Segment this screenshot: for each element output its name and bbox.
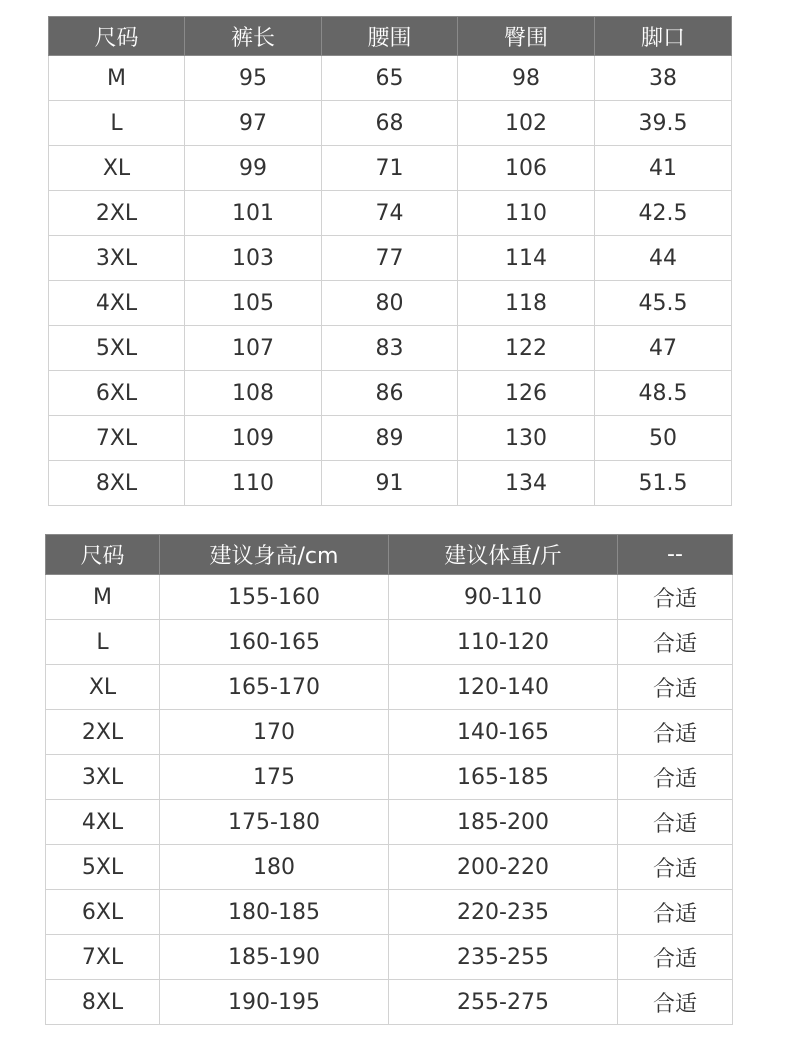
- header-waist: 腰围: [322, 17, 458, 56]
- table-row: [46, 710, 733, 755]
- header-leg-opening: 脚口: [595, 17, 732, 56]
- cell-size: M: [49, 56, 185, 101]
- cell-leg-opening: 38: [595, 56, 732, 101]
- cell-hip: 130: [458, 416, 595, 461]
- header-pants-length: 裤长: [185, 17, 322, 56]
- table-row: [46, 845, 733, 890]
- cell-pants-length: 101: [185, 191, 322, 236]
- cell-pants-length: 109: [185, 416, 322, 461]
- cell-height: 175: [160, 755, 389, 800]
- cell-fit: 合适: [618, 890, 733, 935]
- cell-fit: 合适: [618, 845, 733, 890]
- cell-pants-length: 95: [185, 56, 322, 101]
- table-row: [49, 416, 732, 461]
- cell-weight: 165-185: [389, 755, 618, 800]
- table-row: [49, 461, 732, 506]
- cell-weight: 110-120: [389, 620, 618, 665]
- cell-hip: 106: [458, 146, 595, 191]
- cell-size: 2XL: [46, 710, 160, 755]
- cell-fit: 合适: [618, 575, 733, 620]
- table-row: [49, 326, 732, 371]
- cell-pants-length: 108: [185, 371, 322, 416]
- table-row: [46, 890, 733, 935]
- cell-leg-opening: 51.5: [595, 461, 732, 506]
- cell-hip: 110: [458, 191, 595, 236]
- cell-fit: 合适: [618, 980, 733, 1025]
- table-row: [49, 146, 732, 191]
- cell-size: 2XL: [49, 191, 185, 236]
- cell-fit: 合适: [618, 710, 733, 755]
- cell-size: 5XL: [46, 845, 160, 890]
- cell-hip: 102: [458, 101, 595, 146]
- cell-size: 7XL: [46, 935, 160, 980]
- cell-size: 6XL: [49, 371, 185, 416]
- cell-height: 170: [160, 710, 389, 755]
- cell-leg-opening: 50: [595, 416, 732, 461]
- cell-size: 8XL: [46, 980, 160, 1025]
- cell-pants-length: 107: [185, 326, 322, 371]
- size-recommendation-table: [45, 534, 733, 1025]
- cell-waist: 65: [322, 56, 458, 101]
- cell-fit: 合适: [618, 620, 733, 665]
- cell-hip: 126: [458, 371, 595, 416]
- cell-height: 165-170: [160, 665, 389, 710]
- header-recommended-height: 建议身高/cm: [160, 535, 389, 575]
- cell-waist: 68: [322, 101, 458, 146]
- cell-fit: 合适: [618, 935, 733, 980]
- cell-hip: 118: [458, 281, 595, 326]
- table-header-row: [49, 17, 732, 56]
- cell-weight: 235-255: [389, 935, 618, 980]
- table-row: [46, 800, 733, 845]
- cell-height: 180: [160, 845, 389, 890]
- cell-pants-length: 110: [185, 461, 322, 506]
- cell-size: L: [49, 101, 185, 146]
- size-measurement-table: [48, 16, 732, 506]
- cell-size: L: [46, 620, 160, 665]
- table-row: [49, 101, 732, 146]
- cell-size: 4XL: [49, 281, 185, 326]
- cell-leg-opening: 44: [595, 236, 732, 281]
- header-hip: 臀围: [458, 17, 595, 56]
- table-row: [46, 755, 733, 800]
- cell-leg-opening: 42.5: [595, 191, 732, 236]
- cell-pants-length: 97: [185, 101, 322, 146]
- cell-fit: 合适: [618, 800, 733, 845]
- table-row: [46, 980, 733, 1025]
- cell-pants-length: 105: [185, 281, 322, 326]
- cell-size: 4XL: [46, 800, 160, 845]
- cell-hip: 134: [458, 461, 595, 506]
- cell-pants-length: 103: [185, 236, 322, 281]
- cell-weight: 120-140: [389, 665, 618, 710]
- cell-hip: 98: [458, 56, 595, 101]
- cell-weight: 185-200: [389, 800, 618, 845]
- cell-fit: 合适: [618, 755, 733, 800]
- cell-waist: 77: [322, 236, 458, 281]
- table-row: [46, 935, 733, 980]
- cell-size: 8XL: [49, 461, 185, 506]
- table-row: [46, 575, 733, 620]
- cell-waist: 80: [322, 281, 458, 326]
- cell-weight: 200-220: [389, 845, 618, 890]
- cell-size: 7XL: [49, 416, 185, 461]
- table-row: [46, 620, 733, 665]
- cell-height: 155-160: [160, 575, 389, 620]
- cell-waist: 89: [322, 416, 458, 461]
- cell-weight: 90-110: [389, 575, 618, 620]
- cell-hip: 122: [458, 326, 595, 371]
- table-row: [49, 236, 732, 281]
- cell-height: 175-180: [160, 800, 389, 845]
- table-row: [49, 56, 732, 101]
- table-row: [46, 665, 733, 710]
- header-recommended-weight: 建议体重/斤: [389, 535, 618, 575]
- cell-waist: 71: [322, 146, 458, 191]
- cell-size: 3XL: [46, 755, 160, 800]
- cell-leg-opening: 41: [595, 146, 732, 191]
- cell-waist: 86: [322, 371, 458, 416]
- table-row: [49, 371, 732, 416]
- table-row: [49, 191, 732, 236]
- cell-weight: 220-235: [389, 890, 618, 935]
- cell-size: XL: [46, 665, 160, 710]
- cell-leg-opening: 48.5: [595, 371, 732, 416]
- cell-leg-opening: 39.5: [595, 101, 732, 146]
- cell-leg-opening: 45.5: [595, 281, 732, 326]
- table-row: [49, 281, 732, 326]
- cell-size: 3XL: [49, 236, 185, 281]
- cell-height: 180-185: [160, 890, 389, 935]
- cell-leg-opening: 47: [595, 326, 732, 371]
- cell-hip: 114: [458, 236, 595, 281]
- cell-waist: 91: [322, 461, 458, 506]
- cell-weight: 255-275: [389, 980, 618, 1025]
- cell-pants-length: 99: [185, 146, 322, 191]
- cell-waist: 83: [322, 326, 458, 371]
- cell-height: 185-190: [160, 935, 389, 980]
- header-size: 尺码: [49, 17, 185, 56]
- header-fit: --: [618, 535, 733, 575]
- header-size: 尺码: [46, 535, 160, 575]
- cell-size: XL: [49, 146, 185, 191]
- cell-size: 6XL: [46, 890, 160, 935]
- cell-weight: 140-165: [389, 710, 618, 755]
- cell-waist: 74: [322, 191, 458, 236]
- cell-size: M: [46, 575, 160, 620]
- cell-size: 5XL: [49, 326, 185, 371]
- cell-height: 160-165: [160, 620, 389, 665]
- cell-fit: 合适: [618, 665, 733, 710]
- table-header-row: [46, 535, 733, 575]
- cell-height: 190-195: [160, 980, 389, 1025]
